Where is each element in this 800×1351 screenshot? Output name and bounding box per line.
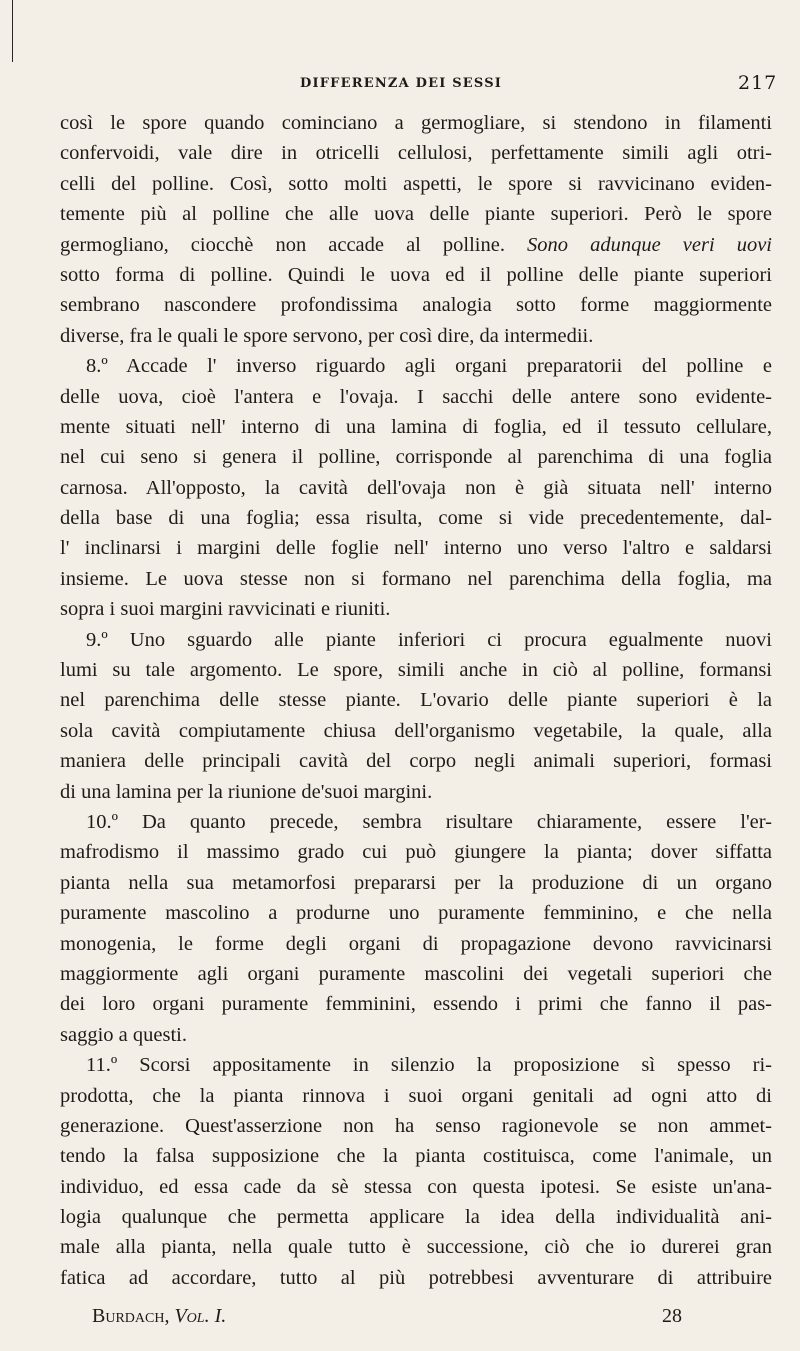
text-line: così le spore quando cominciano a germogliare, si stendono in filamenti (60, 112, 772, 134)
text-line: nel cui seno si genera il polline, corrisponde al parenchima di una foglia (60, 446, 772, 469)
text-line: individuo, ed essa cade da sè stessa con questa ipotesi. Se esiste un'ana- (60, 1175, 772, 1198)
paragraph-start: 11.º Scorsi appositamente in silenzio la proposizione sì spesso ri- (86, 1054, 772, 1077)
text-line: male alla pianta, nella quale tutto è successione, ciò che io durerei gran (60, 1236, 772, 1259)
text-line: l' inclinarsi i margini delle foglie nell' interno uno verso l'altro e saldarsi (60, 537, 772, 560)
text-line: delle uova, cioè l'antera e l'ovaja. I sacchi delle antere sono evidente- (60, 385, 772, 408)
text-line-with-italic (60, 230, 772, 260)
text-line: generazione. Quest'asserzione non ha senso ragionevole se non ammet- (60, 1114, 772, 1137)
text-line: dei loro organi puramente femminini, essendo i primi che fanno il pas- (60, 993, 772, 1016)
text-line: della base di una foglia; essa risulta, come si vide precedentemente, dal- (60, 507, 772, 530)
body-text (60, 108, 772, 1293)
text-line: puramente mascolino a produrne uno puramente femminino, e che nella (60, 902, 772, 925)
text-line: nel parenchima delle stesse piante. L'ovario delle piante superiori è la (60, 689, 772, 712)
printer-signature (92, 1305, 226, 1328)
text-line: confervoidi, vale dire in otricelli cellulosi, perfettamente simili agli otri- (60, 142, 772, 165)
text-line: mafrodismo il massimo grado cui può giungere la pianta; dover siffatta (60, 841, 772, 864)
text-line: sotto forma di polline. Quindi le uova ed il polline delle piante superiori (60, 263, 772, 286)
text-line: celli del polline. Così, sotto molti aspetti, le spore si ravvicinano eviden- (60, 172, 772, 195)
text-line: sembrano nascondere profondissima analogia sotto forme maggiormente (60, 294, 772, 317)
text-line: fatica ad accordare, tutto al più potrebbesi avventurare di attribuire (60, 1266, 772, 1289)
volume-label: Vol. I. (174, 1305, 227, 1327)
text-line: tendo la falsa supposizione che la pianta costituisca, come l'animale, un (60, 1145, 772, 1168)
text-line: maggiormente agli organi puramente mascolini dei vegetali superiori che (60, 962, 772, 985)
text-line: sola cavità compiutamente chiusa dell'organismo vegetabile, la quale, alla (60, 719, 772, 742)
text-segment: germogliano, ciocchè non accade al polline. (60, 233, 528, 256)
page-edge-mark (12, 0, 13, 62)
footer (92, 1305, 692, 1335)
text-line: sopra i suoi margini ravvicinati e riuniti. (60, 598, 391, 621)
paragraph-start: 9.º Uno sguardo alle piante inferiori ci procura egualmente nuovi (86, 628, 772, 651)
text-line: maniera delle principali cavità del corpo negli animali superiori, formasi (60, 750, 772, 773)
text-line: prodotta, che la pianta rinnova i suoi organi genitali ad ogni atto di (60, 1084, 772, 1107)
paragraph-start: 10.º Da quanto precede, sembra risultare chiaramente, essere l'er- (86, 810, 772, 833)
italic-phrase: Sono adunque veri uovi (527, 233, 772, 256)
text-line: carnosa. All'opposto, la cavità dell'ovaja non è già situata nell' interno (60, 476, 772, 499)
text-line: mente situati nell' interno di una lamina di foglia, ed il tessuto cellulare, (60, 415, 772, 438)
sheet-number: 28 (662, 1305, 682, 1327)
running-title: DIFFERENZA DEI SESSI (300, 76, 503, 91)
signature-author: Burdach, (92, 1305, 170, 1327)
text-line: temente più al polline che alle uova delle piante superiori. Però le spore (60, 203, 772, 226)
paragraph-start: 8.º Accade l' inverso riguardo agli organi preparatorii del polline e (86, 355, 772, 378)
text-line: monogenia, le forme degli organi di propagazione devono ravvicinarsi (60, 932, 772, 955)
text-line: saggio a questi. (60, 1023, 187, 1046)
text-line: lumi su tale argomento. Le spore, simili anche in ciò al polline, formansi (60, 659, 772, 682)
text-line: insieme. Le uova stesse non si formano nel parenchima della foglia, ma (60, 567, 772, 590)
text-line: di una lamina per la riunione de'suoi margini. (60, 780, 433, 803)
page-number: 217 (738, 72, 778, 94)
running-head (0, 66, 800, 96)
text-line: diverse, fra le quali le spore servono, per così dire, da intermedii. (60, 324, 594, 347)
text-line: pianta nella sua metamorfosi prepararsi per la produzione di un organo (60, 871, 772, 894)
text-line: logia qualunque che permetta applicare la idea della individualità ani- (60, 1206, 772, 1229)
